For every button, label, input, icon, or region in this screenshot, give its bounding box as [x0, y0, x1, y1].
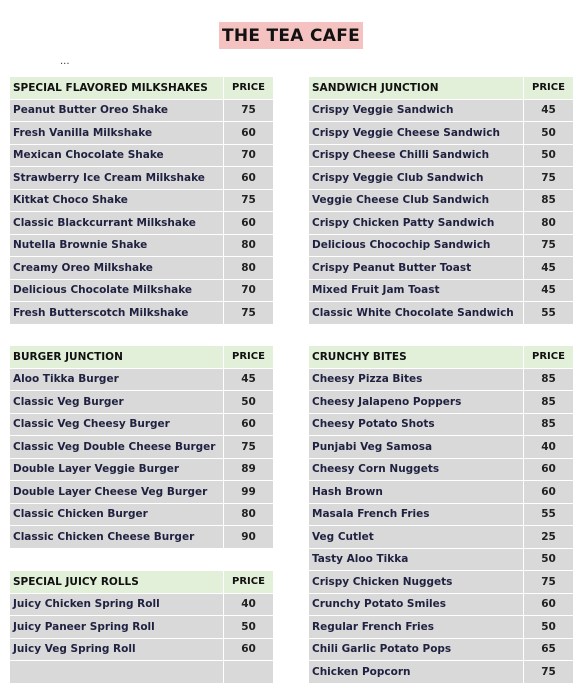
- menu-item-name: Crispy Cheese Chilli Sandwich: [309, 144, 524, 167]
- juicy-rolls-table: [9, 570, 274, 684]
- menu-item-name: Veggie Cheese Club Sandwich: [309, 189, 524, 212]
- menu-item-name: Classic Chicken Burger: [10, 503, 224, 526]
- section-heading: SPECIAL JUICY ROLLS: [10, 571, 224, 594]
- menu-item-price: 80: [524, 212, 574, 235]
- section-heading: SANDWICH JUNCTION: [309, 77, 524, 100]
- menu-item-name: Classic White Chocolate Sandwich: [309, 302, 524, 325]
- menu-item-row: [309, 593, 574, 616]
- menu-item-row: [309, 99, 574, 122]
- menu-item-name: Chicken Popcorn: [309, 661, 524, 684]
- menu-item-row: [309, 571, 574, 594]
- milkshakes-table: [9, 76, 274, 325]
- menu-item-row: [10, 257, 274, 280]
- menu-item-name: Double Layer Veggie Burger: [10, 458, 224, 481]
- section-header-row: [10, 571, 274, 594]
- menu-item-price: 75: [224, 99, 274, 122]
- menu-item-row: [10, 526, 274, 549]
- menu-item-name: Crunchy Potato Smiles: [309, 593, 524, 616]
- menu-item-price: 85: [524, 368, 574, 391]
- menu-item-row: [309, 368, 574, 391]
- menu-item-name: Nutella Brownie Shake: [10, 234, 224, 257]
- menu-item-price: 70: [224, 279, 274, 302]
- section-heading: BURGER JUNCTION: [10, 346, 224, 369]
- menu-item-row: [10, 391, 274, 414]
- menu-item-price: 60: [524, 481, 574, 504]
- menu-item-row: [10, 368, 274, 391]
- menu-item-row: [309, 212, 574, 235]
- menu-item-name: Punjabi Veg Samosa: [309, 436, 524, 459]
- menu-item-row: [10, 189, 274, 212]
- menu-item-price: 60: [224, 212, 274, 235]
- menu-item-name: Peanut Butter Oreo Shake: [10, 99, 224, 122]
- menu-item-price: 65: [524, 638, 574, 661]
- menu-item-row: [309, 257, 574, 280]
- menu-item-name: Classic Veg Cheesy Burger: [10, 413, 224, 436]
- menu-item-name: Classic Chicken Cheese Burger: [10, 526, 224, 549]
- menu-item-name: Cheesy Jalapeno Poppers: [309, 391, 524, 414]
- menu-item-row: [10, 503, 274, 526]
- menu-item-price: 60: [224, 638, 274, 661]
- menu-item-row: [10, 616, 274, 639]
- menu-item-price: 85: [524, 189, 574, 212]
- menu-item-price: 75: [224, 436, 274, 459]
- menu-item-price: 75: [524, 571, 574, 594]
- menu-item-name: Delicious Chocolate Milkshake: [10, 279, 224, 302]
- menu-item-price: 85: [524, 391, 574, 414]
- menu-item-name: Cheesy Pizza Bites: [309, 368, 524, 391]
- menu-item-price: 99: [224, 481, 274, 504]
- burger-table: [9, 345, 274, 549]
- empty-cell: [224, 661, 274, 684]
- menu-item-row: [10, 302, 274, 325]
- menu-item-row: [309, 436, 574, 459]
- menu-item-price: 75: [224, 302, 274, 325]
- menu-item-price: 80: [224, 234, 274, 257]
- menu-item-name: Fresh Vanilla Milkshake: [10, 122, 224, 145]
- menu-item-row: [309, 638, 574, 661]
- section-header-row: [309, 77, 574, 100]
- menu-item-price: 75: [524, 234, 574, 257]
- menu-item-price: 45: [224, 368, 274, 391]
- menu-item-row: [309, 144, 574, 167]
- menu-item-price: 80: [224, 503, 274, 526]
- menu-item-price: 50: [524, 548, 574, 571]
- menu-item-price: 70: [224, 144, 274, 167]
- section-header-row: [309, 346, 574, 369]
- menu-item-price: 50: [524, 122, 574, 145]
- menu-item-name: Crispy Peanut Butter Toast: [309, 257, 524, 280]
- menu-item-name: Crispy Veggie Sandwich: [309, 99, 524, 122]
- menu-item-price: 55: [524, 302, 574, 325]
- menu-item-name: Masala French Fries: [309, 503, 524, 526]
- menu-item-row: [309, 548, 574, 571]
- menu-item-price: 50: [224, 391, 274, 414]
- menu-item-price: 75: [524, 167, 574, 190]
- menu-item-row: [309, 458, 574, 481]
- menu-item-row: [309, 661, 574, 684]
- section-header-row: [10, 77, 274, 100]
- price-column-header: PRICE: [224, 571, 274, 594]
- menu-item-row: [10, 279, 274, 302]
- menu-item-row: [309, 189, 574, 212]
- menu-item-price: 60: [524, 458, 574, 481]
- menu-item-price: 80: [224, 257, 274, 280]
- menu-item-name: Fresh Butterscotch Milkshake: [10, 302, 224, 325]
- menu-item-price: 50: [524, 144, 574, 167]
- menu-item-row: [309, 503, 574, 526]
- menu-item-price: 40: [224, 593, 274, 616]
- menu-item-name: Creamy Oreo Milkshake: [10, 257, 224, 280]
- menu-title: THE TEA CAFE: [219, 22, 363, 49]
- menu-item-row: [309, 413, 574, 436]
- menu-item-name: Chili Garlic Potato Pops: [309, 638, 524, 661]
- menu-item-price: 55: [524, 503, 574, 526]
- menu-item-name: Crispy Veggie Cheese Sandwich: [309, 122, 524, 145]
- menu-item-name: Juicy Chicken Spring Roll: [10, 593, 224, 616]
- menu-item-name: Mixed Fruit Jam Toast: [309, 279, 524, 302]
- empty-row: [10, 661, 274, 684]
- menu-item-row: [10, 99, 274, 122]
- menu-item-row: [309, 122, 574, 145]
- menu-item-name: Aloo Tikka Burger: [10, 368, 224, 391]
- menu-item-name: Tasty Aloo Tikka: [309, 548, 524, 571]
- sandwich-table: [308, 76, 574, 325]
- menu-item-row: [10, 167, 274, 190]
- price-column-header: PRICE: [524, 77, 574, 100]
- menu-item-price: 25: [524, 526, 574, 549]
- menu-item-price: 40: [524, 436, 574, 459]
- menu-item-row: [309, 302, 574, 325]
- menu-item-name: Classic Blackcurrant Milkshake: [10, 212, 224, 235]
- menu-item-price: 60: [524, 593, 574, 616]
- menu-item-name: Crispy Veggie Club Sandwich: [309, 167, 524, 190]
- menu-item-price: 75: [524, 661, 574, 684]
- menu-item-row: [309, 167, 574, 190]
- menu-item-name: Delicious Chocochip Sandwich: [309, 234, 524, 257]
- menu-item-row: [309, 279, 574, 302]
- menu-item-price: 60: [224, 167, 274, 190]
- menu-item-row: [309, 616, 574, 639]
- menu-item-row: [10, 436, 274, 459]
- menu-item-name: Crispy Chicken Patty Sandwich: [309, 212, 524, 235]
- price-column-header: PRICE: [224, 346, 274, 369]
- menu-item-price: 45: [524, 279, 574, 302]
- menu-item-row: [10, 144, 274, 167]
- menu-item-name: Juicy Veg Spring Roll: [10, 638, 224, 661]
- menu-item-price: 85: [524, 413, 574, 436]
- menu-item-row: [10, 638, 274, 661]
- menu-item-name: Classic Veg Burger: [10, 391, 224, 414]
- menu-item-name: Regular French Fries: [309, 616, 524, 639]
- menu-item-price: 45: [524, 99, 574, 122]
- menu-item-row: [10, 212, 274, 235]
- menu-item-price: 75: [224, 189, 274, 212]
- menu-item-price: 50: [224, 616, 274, 639]
- menu-item-row: [10, 458, 274, 481]
- menu-item-row: [309, 234, 574, 257]
- menu-item-name: Crispy Chicken Nuggets: [309, 571, 524, 594]
- menu-item-name: Juicy Paneer Spring Roll: [10, 616, 224, 639]
- menu-item-name: Classic Veg Double Cheese Burger: [10, 436, 224, 459]
- section-header-row: [10, 346, 274, 369]
- section-heading: CRUNCHY BITES: [309, 346, 524, 369]
- menu-item-name: Cheesy Potato Shots: [309, 413, 524, 436]
- price-column-header: PRICE: [524, 346, 574, 369]
- menu-item-name: Double Layer Cheese Veg Burger: [10, 481, 224, 504]
- menu-item-row: [10, 413, 274, 436]
- menu-item-price: 60: [224, 122, 274, 145]
- price-column-header: PRICE: [224, 77, 274, 100]
- menu-item-name: Kitkat Choco Shake: [10, 189, 224, 212]
- menu-item-price: 89: [224, 458, 274, 481]
- menu-item-name: Veg Cutlet: [309, 526, 524, 549]
- menu-item-price: 60: [224, 413, 274, 436]
- menu-item-row: [10, 234, 274, 257]
- menu-item-name: Mexican Chocolate Shake: [10, 144, 224, 167]
- menu-item-name: Cheesy Corn Nuggets: [309, 458, 524, 481]
- menu-item-row: [10, 593, 274, 616]
- ellipsis-mark: ...: [60, 56, 70, 67]
- empty-cell: [10, 661, 224, 684]
- menu-item-name: Strawberry Ice Cream Milkshake: [10, 167, 224, 190]
- menu-item-row: [309, 481, 574, 504]
- menu-item-row: [10, 481, 274, 504]
- menu-item-row: [309, 526, 574, 549]
- menu-item-price: 50: [524, 616, 574, 639]
- menu-item-row: [10, 122, 274, 145]
- crunchy-bites-table: [308, 345, 574, 684]
- menu-item-name: Hash Brown: [309, 481, 524, 504]
- section-heading: SPECIAL FLAVORED MILKSHAKES: [10, 77, 224, 100]
- menu-item-price: 45: [524, 257, 574, 280]
- menu-item-row: [309, 391, 574, 414]
- menu-item-price: 90: [224, 526, 274, 549]
